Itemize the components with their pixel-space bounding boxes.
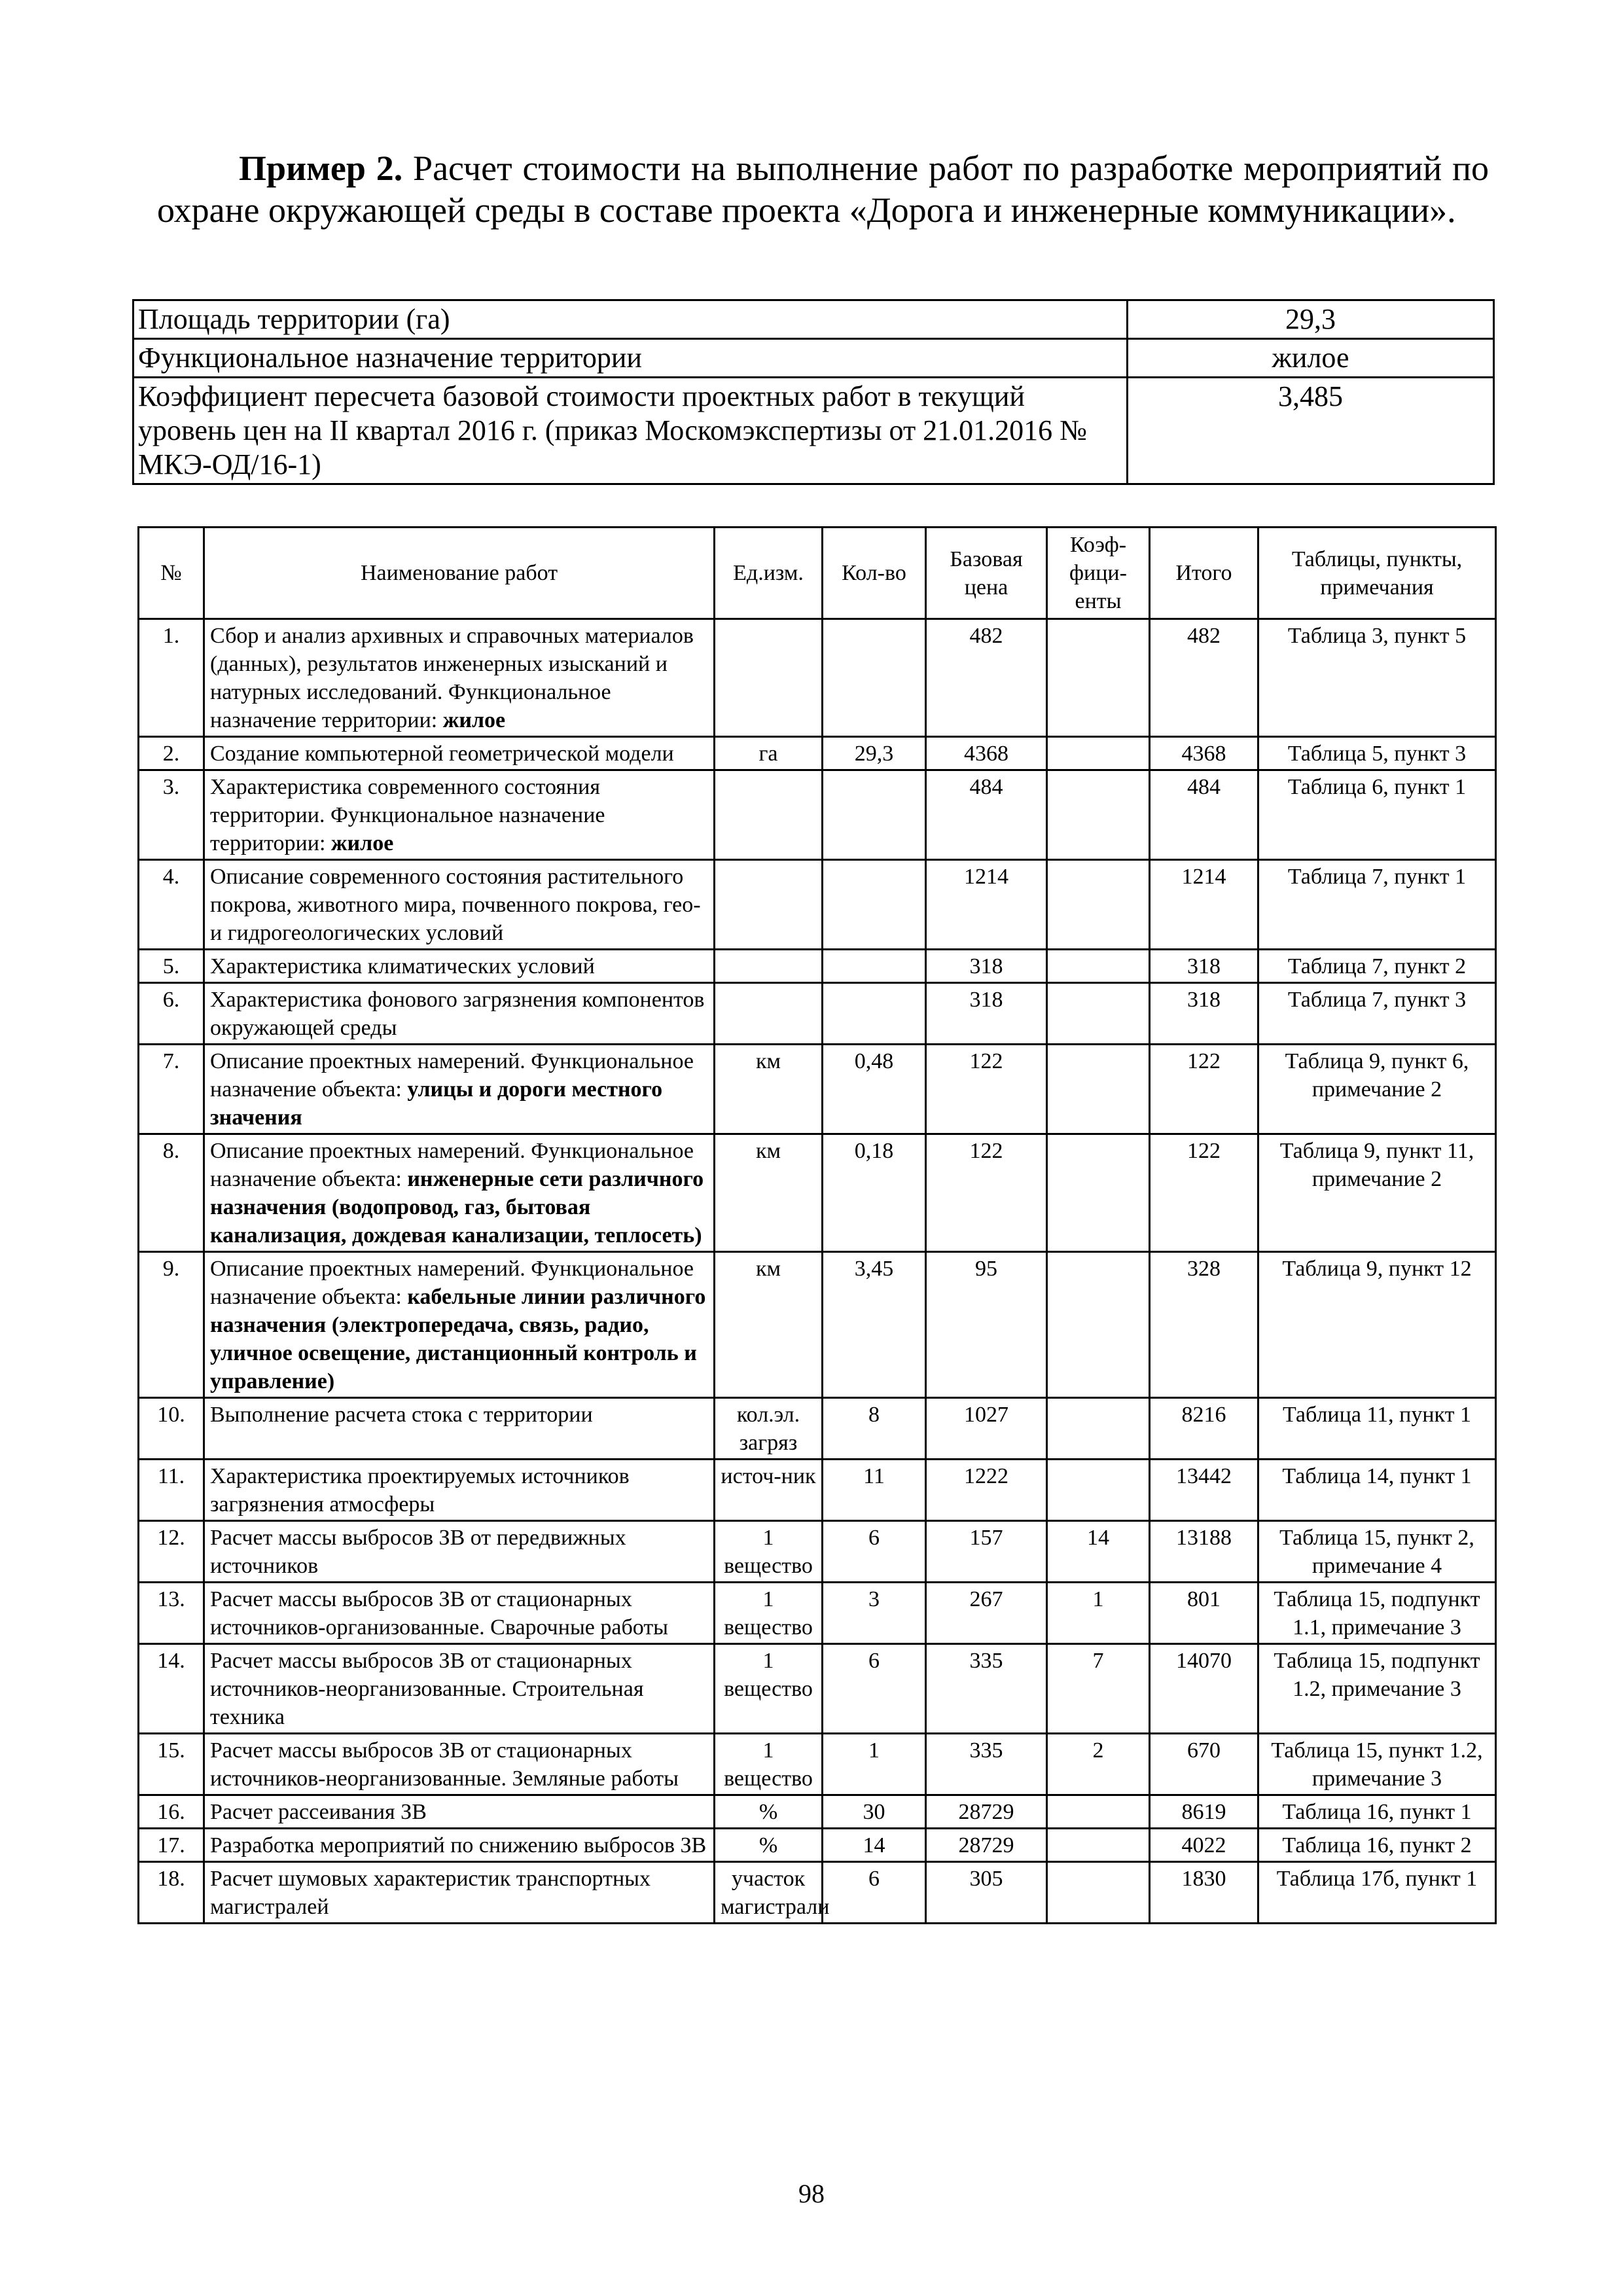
cell-ref: Таблица 11, пункт 1 bbox=[1258, 1398, 1496, 1460]
header-name: Наименование работ bbox=[204, 528, 715, 619]
example-label: Пример 2. bbox=[239, 149, 403, 188]
cell-qty bbox=[823, 619, 926, 737]
cell-total: 328 bbox=[1150, 1252, 1258, 1398]
cell-qty: 6 bbox=[823, 1862, 926, 1924]
work-name: Создание компьютерной геометрической модели bbox=[210, 742, 674, 766]
table-row bbox=[139, 1521, 1496, 1583]
cell-base: 122 bbox=[926, 1134, 1047, 1252]
cell-ref: Таблица 16, пункт 1 bbox=[1258, 1795, 1496, 1829]
cell-base: 484 bbox=[926, 770, 1047, 860]
table-row bbox=[139, 1045, 1496, 1134]
cell-total: 122 bbox=[1150, 1134, 1258, 1252]
cell-total: 4022 bbox=[1150, 1829, 1258, 1862]
cell-qty: 1 bbox=[823, 1734, 926, 1795]
cell-unit bbox=[715, 770, 823, 860]
cell-num: 1. bbox=[139, 619, 204, 737]
cell-unit bbox=[715, 860, 823, 950]
cell-base: 95 bbox=[926, 1252, 1047, 1398]
cell-qty bbox=[823, 860, 926, 950]
cell-total: 13188 bbox=[1150, 1521, 1258, 1583]
cell-coef bbox=[1047, 770, 1150, 860]
cell-base: 28729 bbox=[926, 1829, 1047, 1862]
cell-num: 3. bbox=[139, 770, 204, 860]
table-row bbox=[139, 1644, 1496, 1734]
cell-ref: Таблица 7, пункт 1 bbox=[1258, 860, 1496, 950]
cell-total: 318 bbox=[1150, 950, 1258, 983]
cell-qty: 0,18 bbox=[823, 1134, 926, 1252]
cell-name bbox=[204, 1862, 715, 1924]
param-label: Функциональное назначение территории bbox=[134, 339, 1128, 378]
header-ref: Таблицы, пункты, примечания bbox=[1258, 528, 1496, 619]
cell-name bbox=[204, 860, 715, 950]
cell-qty: 11 bbox=[823, 1460, 926, 1521]
cell-num: 9. bbox=[139, 1252, 204, 1398]
param-value: 3,485 bbox=[1128, 378, 1494, 484]
work-name-bold: улицы и дороги местного значения bbox=[210, 1077, 663, 1130]
header-total: Итого bbox=[1150, 528, 1258, 619]
cell-coef bbox=[1047, 737, 1150, 770]
cell-base: 157 bbox=[926, 1521, 1047, 1583]
cell-unit: км bbox=[715, 1134, 823, 1252]
header-base: Базовая цена bbox=[926, 528, 1047, 619]
cell-coef bbox=[1047, 1252, 1150, 1398]
cell-num: 5. bbox=[139, 950, 204, 983]
cell-total: 1214 bbox=[1150, 860, 1258, 950]
table-row bbox=[139, 1134, 1496, 1252]
cell-ref: Таблица 16, пункт 2 bbox=[1258, 1829, 1496, 1862]
cell-name bbox=[204, 1252, 715, 1398]
cell-coef: 2 bbox=[1047, 1734, 1150, 1795]
table-row bbox=[139, 1252, 1496, 1398]
cell-coef bbox=[1047, 860, 1150, 950]
work-name: Расчет массы выбросов ЗВ от стационарных источников-неорганизованные. Земляные работы bbox=[210, 1738, 679, 1791]
cell-total: 318 bbox=[1150, 983, 1258, 1045]
param-label: Коэффициент пересчета базовой стоимости проектных работ в текущий уровень цен на II квартал 2016 г. (приказ Москомэкспертизы от 21.01.2016 № МКЭ-ОД/16-1) bbox=[134, 378, 1128, 484]
cell-base: 335 bbox=[926, 1644, 1047, 1734]
cell-coef: 1 bbox=[1047, 1583, 1150, 1644]
cell-ref: Таблица 3, пункт 5 bbox=[1258, 619, 1496, 737]
cell-ref: Таблица 14, пункт 1 bbox=[1258, 1460, 1496, 1521]
header-qty: Кол-во bbox=[823, 528, 926, 619]
cell-base: 1222 bbox=[926, 1460, 1047, 1521]
work-name: Описание современного состояния растительного покрова, животного мира, почвенного покрова, гео- и гидрогеологических условий bbox=[210, 865, 701, 945]
work-name-bold: жилое bbox=[442, 708, 506, 732]
cell-unit: участок магистрали bbox=[715, 1862, 823, 1924]
table-row bbox=[139, 1398, 1496, 1460]
table-row bbox=[139, 1862, 1496, 1924]
param-row bbox=[134, 339, 1494, 378]
table-row bbox=[139, 950, 1496, 983]
cell-qty: 6 bbox=[823, 1521, 926, 1583]
cell-total: 4368 bbox=[1150, 737, 1258, 770]
cell-qty: 29,3 bbox=[823, 737, 926, 770]
cell-unit: га bbox=[715, 737, 823, 770]
cell-base: 482 bbox=[926, 619, 1047, 737]
cell-coef: 14 bbox=[1047, 1521, 1150, 1583]
cell-num: 10. bbox=[139, 1398, 204, 1460]
cell-ref: Таблица 15, пункт 1.2, примечание 3 bbox=[1258, 1734, 1496, 1795]
cell-name bbox=[204, 1398, 715, 1460]
cell-ref: Таблица 7, пункт 2 bbox=[1258, 950, 1496, 983]
cell-num: 14. bbox=[139, 1644, 204, 1734]
intro-paragraph bbox=[157, 147, 1489, 231]
cell-unit: 1 вещество bbox=[715, 1583, 823, 1644]
cell-num: 15. bbox=[139, 1734, 204, 1795]
cell-total: 484 bbox=[1150, 770, 1258, 860]
cell-name bbox=[204, 737, 715, 770]
cell-base: 1214 bbox=[926, 860, 1047, 950]
table-row bbox=[139, 1460, 1496, 1521]
cost-table bbox=[137, 526, 1497, 1924]
cell-name bbox=[204, 1644, 715, 1734]
cell-ref: Таблица 15, подпункт 1.2, примечание 3 bbox=[1258, 1644, 1496, 1734]
cell-num: 13. bbox=[139, 1583, 204, 1644]
cell-qty: 8 bbox=[823, 1398, 926, 1460]
cell-coef bbox=[1047, 950, 1150, 983]
cell-coef bbox=[1047, 1795, 1150, 1829]
cell-name bbox=[204, 1045, 715, 1134]
cell-qty: 3 bbox=[823, 1583, 926, 1644]
cell-num: 16. bbox=[139, 1795, 204, 1829]
cell-num: 11. bbox=[139, 1460, 204, 1521]
cell-num: 8. bbox=[139, 1134, 204, 1252]
work-name: Расчет шумовых характеристик транспортных магистралей bbox=[210, 1867, 651, 1919]
work-name-bold: жилое bbox=[330, 831, 394, 855]
cell-coef bbox=[1047, 1134, 1150, 1252]
cell-total: 14070 bbox=[1150, 1644, 1258, 1734]
cell-total: 801 bbox=[1150, 1583, 1258, 1644]
cell-num: 18. bbox=[139, 1862, 204, 1924]
cell-name bbox=[204, 1521, 715, 1583]
cell-base: 267 bbox=[926, 1583, 1047, 1644]
work-name: Расчет массы выбросов ЗВ от стационарных источников-неорганизованные. Строительная техника bbox=[210, 1649, 644, 1729]
work-name-bold: инженерные сети различного назначения (водопровод, газ, бытовая канализация, дождевая канализации, теплосеть) bbox=[210, 1167, 704, 1247]
work-name: Разработка мероприятий по снижению выбросов ЗВ bbox=[210, 1833, 707, 1857]
page-number: 98 bbox=[798, 2179, 825, 2208]
work-name: Расчет рассеивания ЗВ bbox=[210, 1800, 427, 1824]
cell-unit bbox=[715, 983, 823, 1045]
cell-coef bbox=[1047, 983, 1150, 1045]
cell-ref: Таблица 5, пункт 3 bbox=[1258, 737, 1496, 770]
cell-ref: Таблица 9, пункт 6, примечание 2 bbox=[1258, 1045, 1496, 1134]
work-name: Характеристика фонового загрязнения компонентов окружающей среды bbox=[210, 988, 705, 1040]
cell-name bbox=[204, 1734, 715, 1795]
intro-text: Расчет стоимости на выполнение работ по разработке мероприятий по охране окружающей среды в составе проекта «Дорога и инженерные коммуникации». bbox=[157, 149, 1489, 230]
param-row bbox=[134, 300, 1494, 339]
cell-qty bbox=[823, 770, 926, 860]
cell-name bbox=[204, 619, 715, 737]
cell-num: 7. bbox=[139, 1045, 204, 1134]
work-name: Расчет массы выбросов ЗВ от передвижных источников bbox=[210, 1526, 626, 1578]
cell-base: 28729 bbox=[926, 1795, 1047, 1829]
cell-ref: Таблица 6, пункт 1 bbox=[1258, 770, 1496, 860]
header-coef: Коэф-фици-енты bbox=[1047, 528, 1150, 619]
cell-unit bbox=[715, 619, 823, 737]
cell-base: 318 bbox=[926, 950, 1047, 983]
cell-total: 482 bbox=[1150, 619, 1258, 737]
cell-qty bbox=[823, 983, 926, 1045]
cell-num: 12. bbox=[139, 1521, 204, 1583]
param-value: жилое bbox=[1128, 339, 1494, 378]
cell-total: 122 bbox=[1150, 1045, 1258, 1134]
cell-base: 4368 bbox=[926, 737, 1047, 770]
cell-ref: Таблица 9, пункт 11, примечание 2 bbox=[1258, 1134, 1496, 1252]
cell-total: 8216 bbox=[1150, 1398, 1258, 1460]
work-name: Характеристика климатических условий bbox=[210, 954, 595, 978]
cell-ref: Таблица 9, пункт 12 bbox=[1258, 1252, 1496, 1398]
cell-name bbox=[204, 983, 715, 1045]
cell-total: 1830 bbox=[1150, 1862, 1258, 1924]
cell-num: 17. bbox=[139, 1829, 204, 1862]
work-name: Выполнение расчета стока с территории bbox=[210, 1403, 593, 1427]
table-row bbox=[139, 1795, 1496, 1829]
parameters-table bbox=[132, 299, 1495, 485]
cell-base: 305 bbox=[926, 1862, 1047, 1924]
table-row bbox=[139, 737, 1496, 770]
cell-ref: Таблица 17б, пункт 1 bbox=[1258, 1862, 1496, 1924]
header-row bbox=[139, 528, 1496, 619]
cell-unit: % bbox=[715, 1795, 823, 1829]
cell-ref: Таблица 15, подпункт 1.1, примечание 3 bbox=[1258, 1583, 1496, 1644]
table-row bbox=[139, 1734, 1496, 1795]
table-row bbox=[139, 1583, 1496, 1644]
cell-coef bbox=[1047, 1862, 1150, 1924]
cell-coef: 7 bbox=[1047, 1644, 1150, 1734]
cell-base: 318 bbox=[926, 983, 1047, 1045]
table-row bbox=[139, 619, 1496, 737]
cell-ref: Таблица 7, пункт 3 bbox=[1258, 983, 1496, 1045]
cell-name bbox=[204, 950, 715, 983]
cell-name bbox=[204, 1583, 715, 1644]
cell-total: 670 bbox=[1150, 1734, 1258, 1795]
cell-qty: 0,48 bbox=[823, 1045, 926, 1134]
cell-qty: 30 bbox=[823, 1795, 926, 1829]
cell-qty: 14 bbox=[823, 1829, 926, 1862]
cell-base: 1027 bbox=[926, 1398, 1047, 1460]
work-name: Характеристика современного состояния территории. Функциональное назначение территории: bbox=[210, 775, 605, 855]
param-label: Площадь территории (га) bbox=[134, 300, 1128, 339]
cell-num: 2. bbox=[139, 737, 204, 770]
header-unit: Ед.изм. bbox=[715, 528, 823, 619]
work-name: Характеристика проектируемых источников загрязнения атмосферы bbox=[210, 1464, 630, 1516]
cell-unit: 1 вещество bbox=[715, 1734, 823, 1795]
cell-coef bbox=[1047, 1045, 1150, 1134]
cell-coef bbox=[1047, 1398, 1150, 1460]
cell-num: 6. bbox=[139, 983, 204, 1045]
cell-name bbox=[204, 1829, 715, 1862]
work-name: Сбор и анализ архивных и справочных материалов (данных), результатов инженерных изысканий и натурных исследований. Функциональное назначение территории: bbox=[210, 624, 694, 732]
cell-unit: км bbox=[715, 1045, 823, 1134]
cell-unit: источ-ник bbox=[715, 1460, 823, 1521]
cell-unit: 1 вещество bbox=[715, 1644, 823, 1734]
cell-name bbox=[204, 770, 715, 860]
header-num: № bbox=[139, 528, 204, 619]
cell-qty: 3,45 bbox=[823, 1252, 926, 1398]
table-row bbox=[139, 1829, 1496, 1862]
cell-num: 4. bbox=[139, 860, 204, 950]
cell-unit: 1 вещество bbox=[715, 1521, 823, 1583]
work-name: Описание проектных намерений. Функциональное назначение объекта: bbox=[210, 1049, 694, 1102]
cell-unit: км bbox=[715, 1252, 823, 1398]
cell-name bbox=[204, 1460, 715, 1521]
cell-coef bbox=[1047, 1460, 1150, 1521]
cell-qty: 6 bbox=[823, 1644, 926, 1734]
cell-base: 335 bbox=[926, 1734, 1047, 1795]
cell-unit bbox=[715, 950, 823, 983]
cell-total: 8619 bbox=[1150, 1795, 1258, 1829]
cell-ref: Таблица 15, пункт 2, примечание 4 bbox=[1258, 1521, 1496, 1583]
work-name: Расчет массы выбросов ЗВ от стационарных источников-организованные. Сварочные работы bbox=[210, 1587, 669, 1640]
work-name-bold: кабельные линии различного назначения (электропередача, связь, радио, уличное освещение, дистанционный контроль и управление) bbox=[210, 1285, 706, 1393]
work-name: Описание проектных намерений. Функциональное назначение объекта: bbox=[210, 1139, 694, 1191]
cell-unit: % bbox=[715, 1829, 823, 1862]
cell-coef bbox=[1047, 1829, 1150, 1862]
param-row bbox=[134, 378, 1494, 484]
cell-coef bbox=[1047, 619, 1150, 737]
cell-unit: кол.эл. загряз bbox=[715, 1398, 823, 1460]
table-row bbox=[139, 860, 1496, 950]
cell-name bbox=[204, 1134, 715, 1252]
work-name: Описание проектных намерений. Функциональное назначение объекта: bbox=[210, 1257, 694, 1309]
param-value: 29,3 bbox=[1128, 300, 1494, 339]
table-row bbox=[139, 770, 1496, 860]
cell-total: 13442 bbox=[1150, 1460, 1258, 1521]
cell-qty bbox=[823, 950, 926, 983]
table-row bbox=[139, 983, 1496, 1045]
cell-base: 122 bbox=[926, 1045, 1047, 1134]
cell-name bbox=[204, 1795, 715, 1829]
